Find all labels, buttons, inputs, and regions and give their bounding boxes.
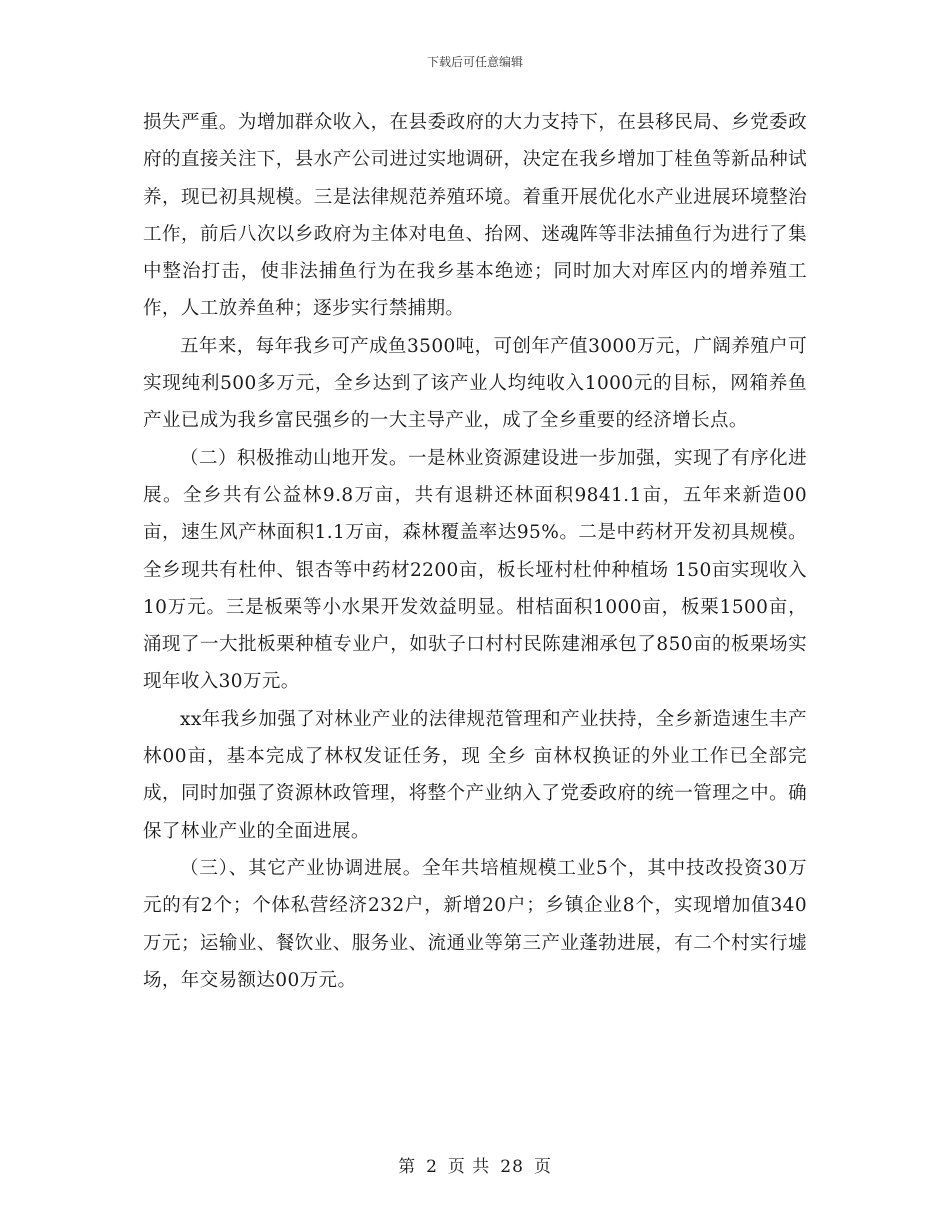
footer-prefix: 第	[398, 1157, 417, 1177]
paragraph-mountain-development: （二）积极推动山地开发。一是林业资源建设进一步加强，实现了有序化进展。全乡共有公益林9.8万亩，共有退耕还林面积9841.1亩，五年来新造00亩，速生风产林面积1.1万亩，森林覆盖率达95%。二是中药材开发初具规模。全乡现共有杜仲、银杏等中药材2200亩，板长垭村杜仲种植场 150亩实现收入10万元。三是板栗等小水果开发效益明显。柑桔面积1000亩，板栗1500亩，涌现了一大批板栗种植专业户，如驮子口村村民陈建湘承包了850亩的板栗场实现年收入30万元。	[143, 447, 807, 693]
footer-middle: 页 共	[447, 1157, 491, 1177]
page-header: 下载后可任意编辑	[426, 55, 523, 69]
current-page-number: 2	[426, 1157, 438, 1177]
document-body	[143, 104, 807, 999]
paragraph-forestry-management: xx年我乡加强了对林业产业的法律规范管理和产业扶持，全乡新造速生丰产林00亩，基本完成了林权发证任务，现 全乡 亩林权换证的外业工作已全部完成，同时加强了资源林政管理，将整个产业纳入了党委政府的统一管理之中。确保了林业产业的全面进展。	[143, 708, 807, 842]
total-page-count: 28	[500, 1157, 524, 1177]
paragraph-other-industries: （三）、其它产业协调进展。全年共培植规模工业5个，其中技改投资30万元的有2个；个体私营经济232户，新增20户；乡镇企业8个，实现增加值340万元；运输业、餐饮业、服务业、流通业等第三产业蓬勃进展，有二个村实行墟场，年交易额达00万元。	[143, 857, 807, 991]
page-footer	[0, 1152, 950, 1177]
footer-suffix: 页	[533, 1157, 552, 1177]
paragraph-continuation: 损失严重。为增加群众收入，在县委政府的大力支持下，在县移民局、乡党委政府的直接关注下，县水产公司进过实地调研，决定在我乡增加丁桂鱼等新品种试养，现已初具规模。三是法律规范养殖环境。着重开展优化水产业进展环境整治工作，前后八次以乡政府为主体对电鱼、抬网、迷魂阵等非法捕鱼行为进行了集中整治打击，使非法捕鱼行为在我乡基本绝迹；同时加大对库区内的增养殖工作，人工放养鱼种；逐步实行禁捕期。	[143, 112, 807, 320]
paragraph-fish-output: 五年来，每年我乡可产成鱼3500吨，可创年产值3000万元，广阔养殖户可实现纯利500多万元，全乡达到了该产业人均纯收入1000元的目标，网箱养鱼产业已成为我乡富民强乡的一大主导产业，成了全乡重要的经济增长点。	[143, 335, 807, 432]
